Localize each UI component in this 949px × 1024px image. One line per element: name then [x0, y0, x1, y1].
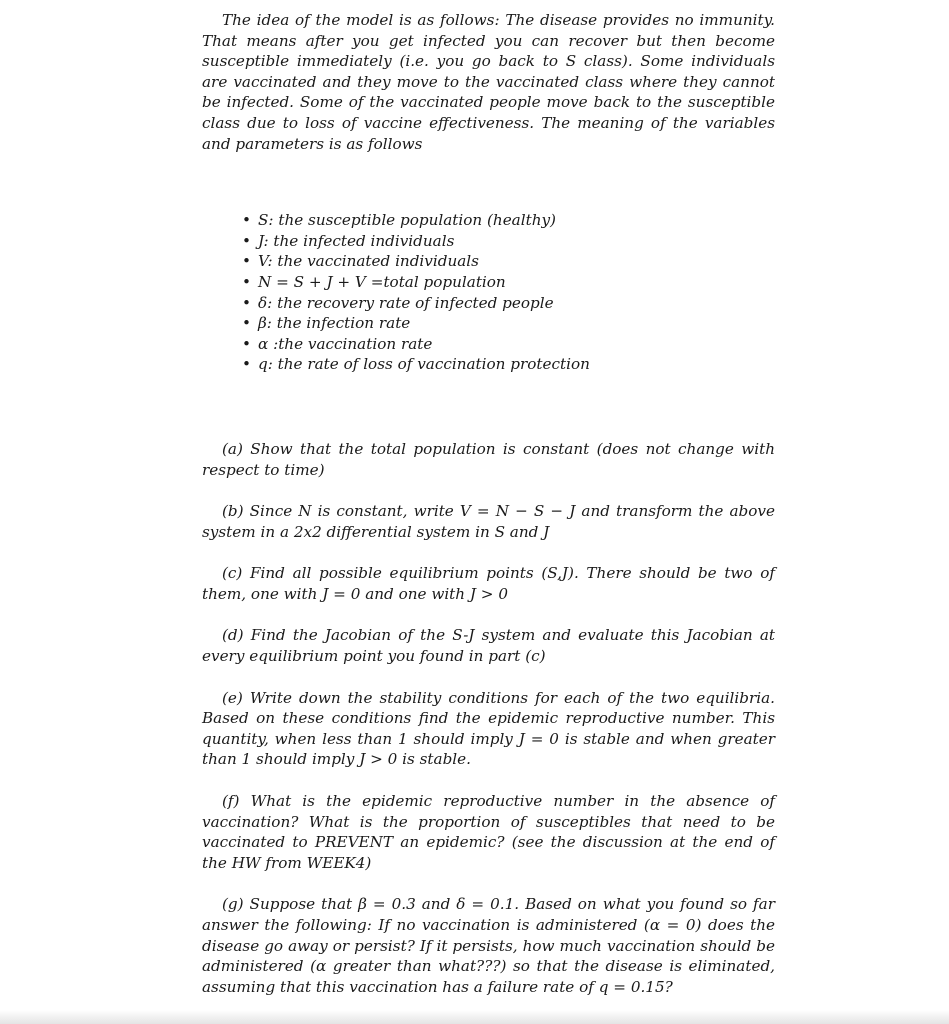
parameter-alpha: α :the vaccination rate [258, 334, 433, 353]
parameter-delta: δ: the recovery rate of infected people [258, 293, 554, 312]
question-g: (g) Suppose that β = 0.3 and δ = 0.1. Based on what you found so far answer the following: If no vaccination is administered (α = 0) does the disease go away or persist? If it persists, how much vaccination should be administered (α greater than what???) so that the disease is eliminated, assuming that this vaccination has a failure rate of q = 0.15? [202, 895, 775, 996]
bullet-icon: • [242, 314, 251, 333]
list-item [242, 354, 775, 375]
bullet-icon: • [242, 272, 251, 291]
variable-j: J: the infected individuals [258, 231, 455, 250]
question-b: (b) Since N is constant, write V = N − S − J and transform the above system in a 2x2 differential system in S and J [202, 502, 775, 541]
list-item [242, 210, 775, 231]
intro-paragraph: The idea of the model is as follows: The disease provides no immunity. That means after you get infected you can recover but then become susceptible immediately (i.e. you go back to S class). Some individuals are vaccinated and they move to the vaccinated class where they cannot be infected. Some of the vaccinated people move back to the susceptible class due to loss of vaccine effectiveness. The meaning of the variables and parameters is as follows [202, 11, 775, 153]
parameter-q: q: the rate of loss of vaccination protection [258, 355, 590, 374]
question-e: (e) Write down the stability conditions for each of the two equilibria. Based on these conditions find the epidemic reproductive number. This quantity, when less than 1 should imply J = 0 is stable and when greater than 1 should imply J > 0 is stable. [202, 688, 775, 769]
bullet-icon: • [242, 252, 251, 271]
question-c: (c) Find all possible equilibrium points (S,J). There should be two of them, one with J = 0 and one with J > 0 [202, 564, 775, 603]
variable-n: N = S + J + V =total population [258, 272, 506, 291]
question-f: (f) What is the epidemic reproductive number in the absence of vaccination? What is the proportion of susceptibles that need to be vaccinated to PREVENT an epidemic? (see the discussion at the end of the HW from WEEK4) [202, 792, 775, 872]
list-item [242, 231, 775, 252]
list-item [242, 313, 775, 334]
list-item [242, 272, 775, 293]
variable-v: V: the vaccinated individuals [258, 252, 479, 271]
bullet-icon: • [242, 334, 251, 353]
list-item [242, 334, 775, 355]
bullet-icon: • [242, 293, 251, 312]
bullet-icon: • [242, 211, 251, 230]
bullet-icon: • [242, 355, 251, 374]
list-item [242, 251, 775, 272]
question-d: (d) Find the Jacobian of the S-J system and evaluate this Jacobian at every equilibrium point you found in part (c) [202, 626, 775, 666]
page-bottom-shadow [0, 1010, 949, 1024]
list-item [242, 293, 775, 314]
variables-list [202, 210, 775, 375]
variable-s: S: the susceptible population (healthy) [258, 211, 556, 230]
parameter-beta: β: the infection rate [258, 314, 411, 333]
questions-section [202, 439, 775, 997]
question-a: (a) Show that the total population is constant (does not change with respect to time) [202, 439, 775, 479]
bullet-icon: • [242, 231, 251, 250]
